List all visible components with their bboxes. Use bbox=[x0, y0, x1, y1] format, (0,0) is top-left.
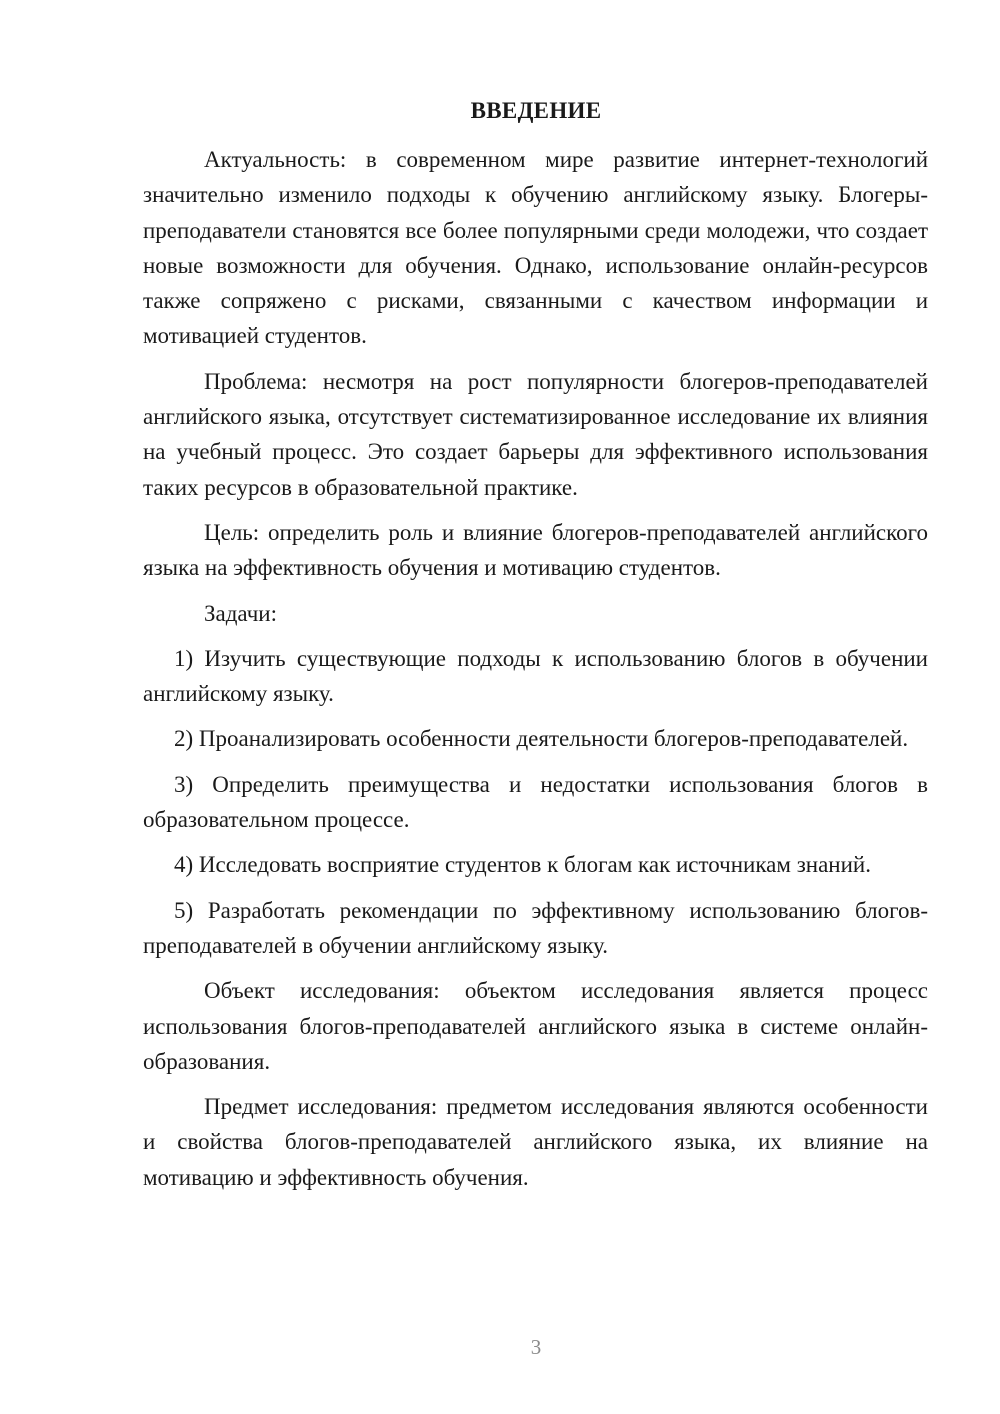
paragraph-problem: Проблема: несмотря на рост популярности блогеров-преподавателей английского языка, отсутствует систематизированное исследование их влияния на учебный процесс. Это создает барьеры для эффективного использования таких ресурсов в образовательной практике. bbox=[143, 368, 928, 500]
paragraph-goal: Цель: определить роль и влияние блогеров-преподавателей английского языка на эффективность обучения и мотивацию студентов. bbox=[143, 519, 928, 581]
section-title: ВВЕДЕНИЕ bbox=[470, 98, 602, 123]
paragraph-relevance: Актуальность: в современном мире развитие интернет-технологий значительно изменило подходы к обучению английскому языку. Блогеры-преподаватели становятся все более популярными среди молодежи, что создает новые возможности для обучения. Однако, использование онлайн-ресурсов также сопряжено с рисками, связанными с качеством информации и мотивацией студентов. bbox=[143, 147, 928, 349]
task-item-5: 5) Разработать рекомендации по эффективному использованию блогов-преподавателей в обучении английскому языку. bbox=[143, 897, 928, 958]
task-item-4: 4) Исследовать восприятие студентов к блогам как источникам знаний. bbox=[174, 852, 871, 878]
task-item-1: 1) Изучить существующие подходы к использованию блогов в обучении английскому языку. bbox=[143, 645, 928, 707]
task-item-3: 3) Определить преимущества и недостатки использования блогов в образовательном процессе. bbox=[143, 771, 928, 833]
page-number: 3 bbox=[530, 1335, 542, 1359]
paragraph-subject: Предмет исследования: предметом исследования являются особенности и свойства блогов-преподавателей английского языка, их влияние на мотивацию и эффективность обучения. bbox=[143, 1094, 928, 1190]
paragraph-object: Объект исследования: объектом исследования является процесс использования блогов-преподавателей английского языка в системе онлайн-образования. bbox=[143, 978, 928, 1074]
document-body bbox=[143, 142, 928, 1195]
tasks-heading: Задачи: bbox=[204, 600, 277, 626]
task-item-2: 2) Проанализировать особенности деятельности блогеров-преподавателей. bbox=[174, 726, 909, 752]
